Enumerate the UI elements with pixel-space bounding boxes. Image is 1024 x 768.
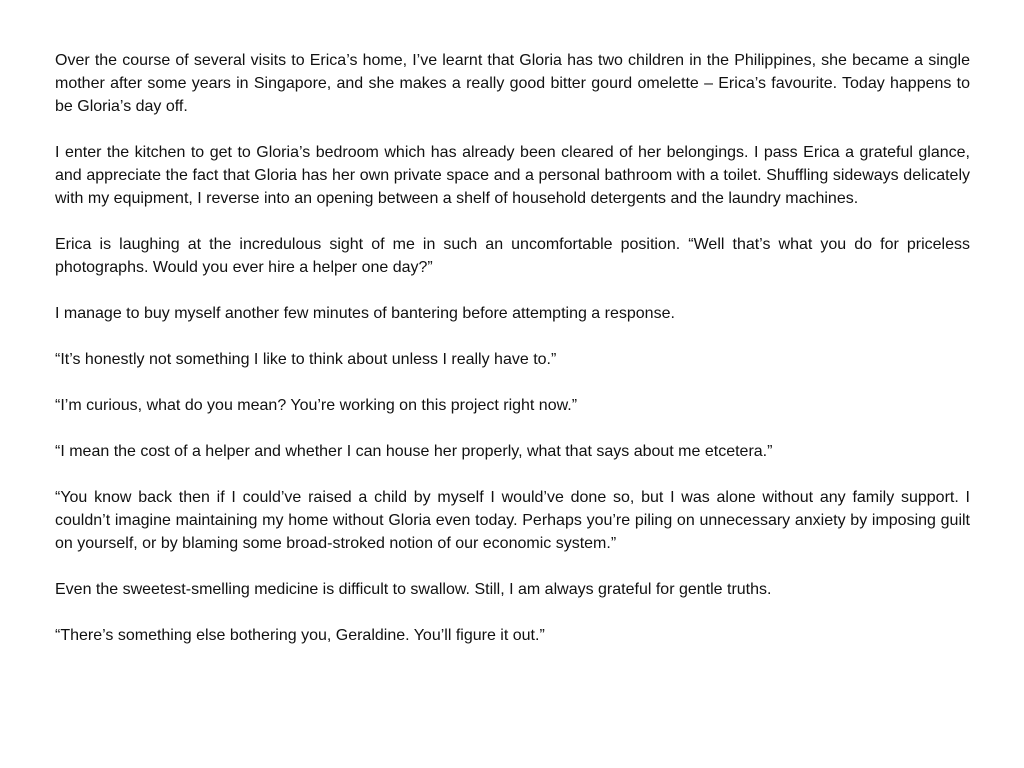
document-body — [55, 49, 970, 647]
paragraph-medicine: Even the sweetest-smelling medicine is difficult to swallow. Still, I am always grateful for gentle truths. — [55, 581, 772, 598]
paragraph-quote-geraldine: “There’s something else bothering you, Geraldine. You’ll figure it out.” — [55, 627, 545, 644]
paragraph-quote-curious: “I’m curious, what do you mean? You’re working on this project right now.” — [55, 397, 578, 414]
paragraph-bantering: I manage to buy myself another few minutes of bantering before attempting a response. — [55, 305, 675, 322]
paragraph-laughing: Erica is laughing at the incredulous sight of me in such an uncomfortable position. “Well that’s what you do for priceless photographs. Would you ever hire a helper one day?” — [55, 236, 970, 276]
paragraph-kitchen: I enter the kitchen to get to Gloria’s bedroom which has already been cleared of her belongings. I pass Erica a grateful glance, and appreciate the fact that Gloria has her own private space and a personal bathroom with a toilet. Shuffling sideways delicately with my equipment, I reverse into an opening between a shelf of household detergents and the laundry machines. — [55, 144, 970, 207]
paragraph-visits: Over the course of several visits to Erica’s home, I’ve learnt that Gloria has two children in the Philippines, she became a single mother after some years in Singapore, and she makes a really good bitter gourd omelette – Erica’s favourite. Today happens to be Gloria’s day off. — [55, 52, 970, 115]
paragraph-quote-cost: “I mean the cost of a helper and whether I can house her properly, what that says about me etcetera.” — [55, 443, 773, 460]
paragraph-quote-back-then: “You know back then if I could’ve raised a child by myself I would’ve done so, but I was alone without any family support. I couldn’t imagine maintaining my home without Gloria even today. Perhaps you’re piling on unnecessary anxiety by imposing guilt on yourself, or by blaming some broad-stroked notion of our economic system.” — [55, 489, 970, 552]
paragraph-quote-honestly: “It’s honestly not something I like to think about unless I really have to.” — [55, 351, 557, 368]
